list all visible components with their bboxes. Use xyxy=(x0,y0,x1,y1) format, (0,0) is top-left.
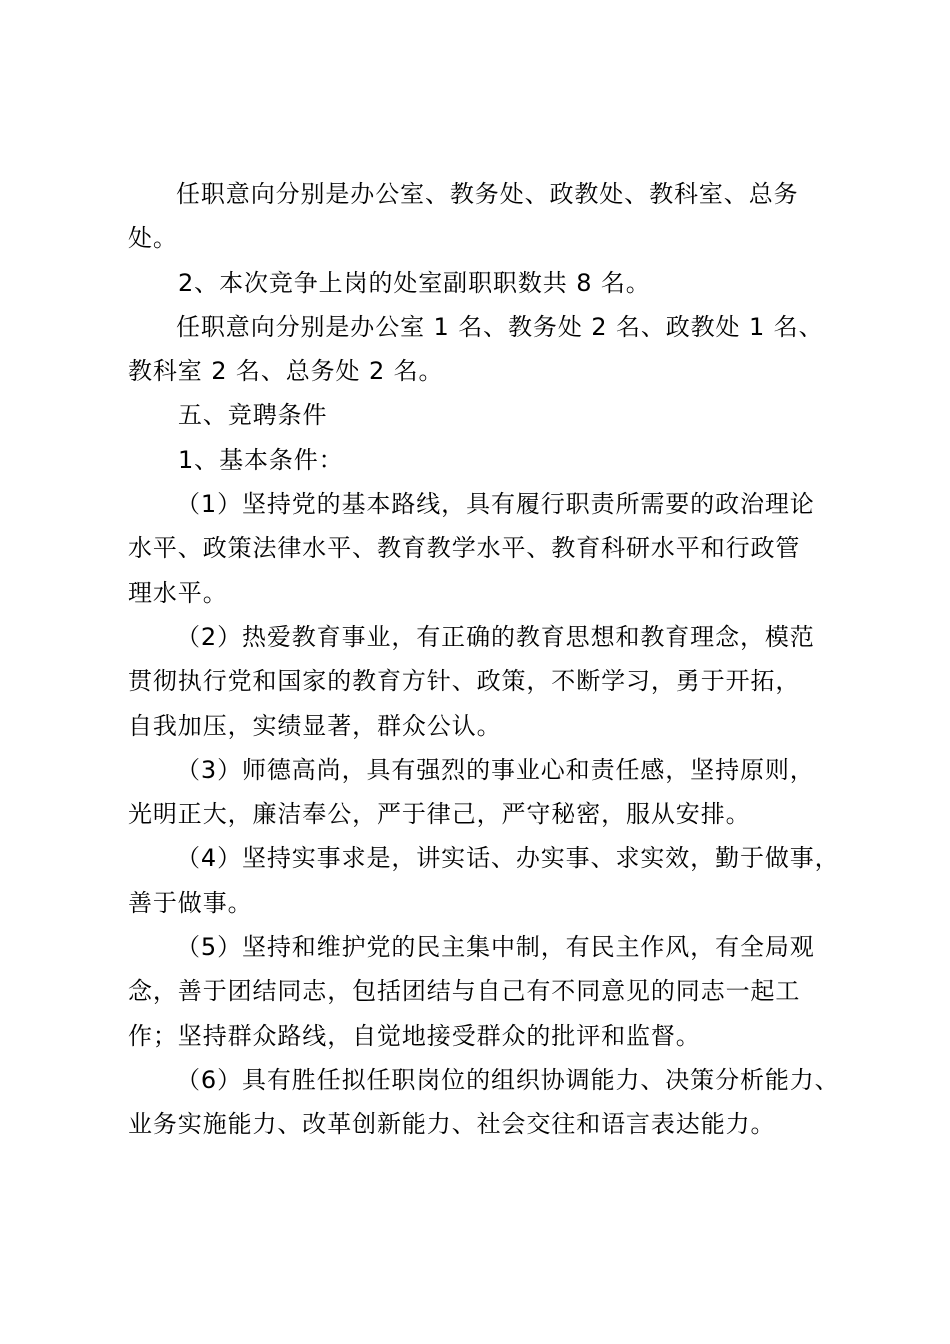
paragraph-position-intent-2 xyxy=(128,305,860,394)
paragraph-deputy-count xyxy=(128,261,860,305)
text-line: （1）坚持党的基本路线，具有履行职责所需要的政治理论 xyxy=(176,490,815,519)
text-line: 教科室 2 名、总务处 2 名。 xyxy=(128,357,444,386)
text-line: 处。 xyxy=(128,224,178,253)
text-line: 自我加压，实绩显著，群众公认。 xyxy=(128,711,502,740)
text-line: 任职意向分别是办公室、教务处、政教处、教科室、总务 xyxy=(176,180,799,208)
text-line: （4）坚持实事求是，讲实话、办实事、求实效，勤于做事， xyxy=(176,844,840,873)
condition-item-5 xyxy=(128,925,860,1058)
text-line: 作；坚持群众路线，自觉地接受群众的批评和监督。 xyxy=(128,1021,701,1050)
text-line: 2、本次竞争上岗的处室副职职数共 8 名。 xyxy=(178,268,651,297)
text-line: 任职意向分别是办公室 1 名、教务处 2 名、政教处 1 名、 xyxy=(176,312,824,341)
text-line: 业务实施能力、改革创新能力、社会交往和语言表达能力。 xyxy=(128,1110,776,1139)
text-line: 光明正大，廉洁奉公，严于律己，严守秘密，服从安排。 xyxy=(128,800,751,829)
condition-item-6 xyxy=(128,1058,860,1147)
text-line: （3）师德高尚，具有强烈的事业心和责任感，坚持原则， xyxy=(176,755,815,784)
text-line: （6）具有胜任拟任职岗位的组织协调能力、决策分析能力、 xyxy=(176,1065,840,1094)
text-line: 贯彻执行党和国家的教育方针、政策，不断学习，勇于开拓， xyxy=(128,667,801,696)
condition-item-2 xyxy=(128,615,860,748)
paragraph-position-intent-1 xyxy=(128,172,860,261)
text-line: （5）坚持和维护党的民主集中制，有民主作风，有全局观 xyxy=(176,933,815,962)
text-line: 理水平。 xyxy=(128,578,228,607)
condition-item-4 xyxy=(128,836,860,925)
text-line: 五、竞聘条件 xyxy=(178,401,328,430)
text-line: 善于做事。 xyxy=(128,888,253,917)
condition-item-3 xyxy=(128,748,860,837)
section-heading-conditions xyxy=(128,393,860,437)
text-line: 水平、政策法律水平、教育教学水平、教育科研水平和行政管 xyxy=(128,534,801,563)
subheading-basic-conditions xyxy=(128,438,860,482)
text-line: 1、基本条件： xyxy=(178,445,344,474)
document-page xyxy=(128,172,860,1147)
condition-item-1 xyxy=(128,482,860,615)
text-line: 念，善于团结同志，包括团结与自己有不同意见的同志一起工 xyxy=(128,977,801,1006)
text-line: （2）热爱教育事业，有正确的教育思想和教育理念，模范 xyxy=(176,622,815,651)
